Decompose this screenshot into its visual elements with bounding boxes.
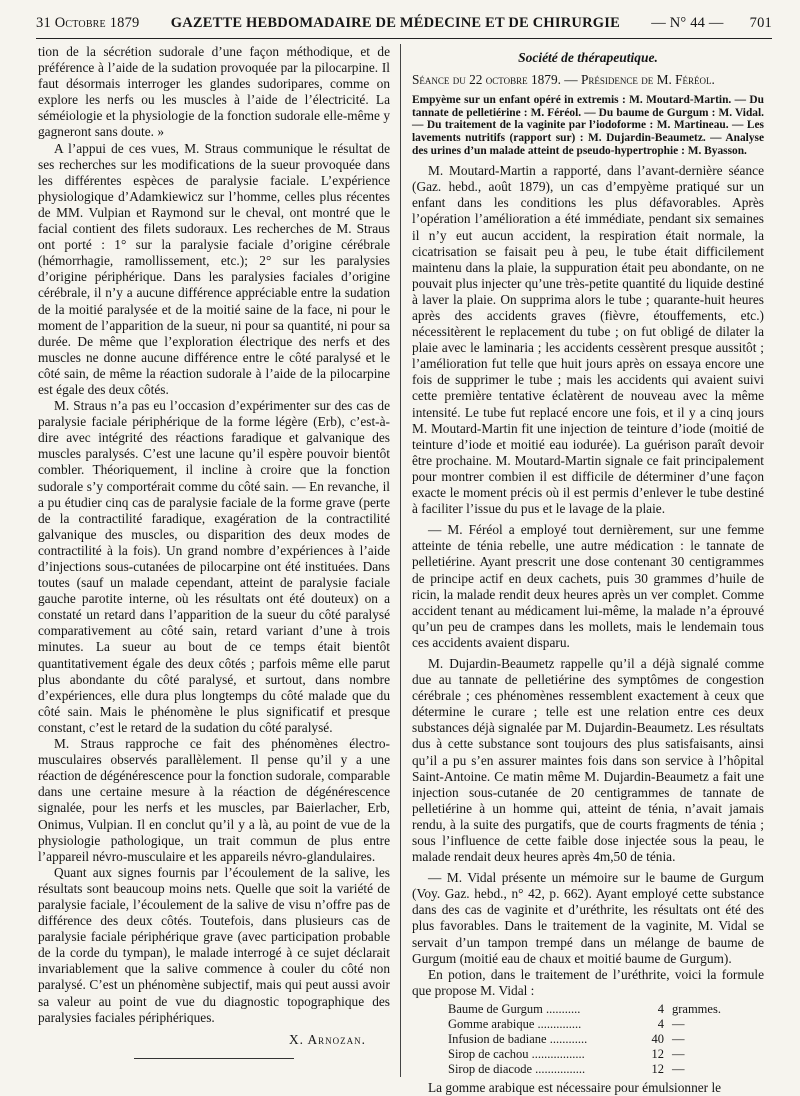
- section-title: Société de thérapeutique.: [518, 50, 658, 65]
- session-line: Séance du 22 octobre 1879. — Présidence de M. Féréol.: [412, 72, 715, 88]
- paragraph: M. Moutard-Martin a rapporté, dans l’avant-dernière séance (Gaz. hebd., août 1879), un cas d’empyème pratiqué sur un enfant dans les conditions les plus défavorables. Après l’opération l’amélioration a été immédiate, pendant six semaines il n’y eut aucun accident, la respiration était normale, la cicatrisation se faisait peu à peu, le tube était difficilement maintenu dans la plaie, la suppuration était peu abondante, on ne pouvait plus injecter qu’une très-petite quantité du liquide destiné à laver la plaie. On supprima alors le tube ; quarante-huit heures après des accidents graves (fièvre, étouffements, etc.) nécessitèrent le replacement du tube ; on fut obligé de dilater la plaie avec le laminaria ; les accidents cessèrent presque aussitôt ; l’amélioration fut telle que huit jours après on essaya encore une fois de supprimer le tube ; mais les accidents qui avaient suivi cette première tentative éclatèrent de nouveau avec la même intensité. Le tube fut replacé encore une fois, et il y a cinq jours M. Moutard-Martin fit une injection de teinture d’iode (moitié de teinture d’iode et moitié eau iodurée). La guérison paraît devoir être prochaine. M. Moutard-Martin signale ce fait principalement pour montrer combien il est difficile de déterminer d’une façon exacte le moment précis où il est permis d’enlever le tube destiné à faciliter l’issue du pus et le lavage de la plaie.: [412, 163, 764, 517]
- paragraph: Quant aux signes fournis par l’écoulement de la salive, les résultats sont beaucoup moins nets. Quelle que soit la variété de paralysie faciale, l’écoulement de la salive de visu n’offre pas de différence des deux côtés. Toutefois, dans plusieurs cas de paralysie faciale périphérique grave (avec participation probable de la corde du tympan), le malade interrogé à ce sujet déclarait invariablement que la salive commence à couler du côté non paralysé. C’est un phénomène subjectif, mais qui peut aussi avoir sa valeur au point de vue du diagnostic topographique des paralysies faciales périphériques.: [38, 864, 390, 1025]
- unit: —: [672, 1016, 685, 1031]
- ingredient: Infusion de badiane ............: [448, 1031, 588, 1046]
- page-header: [36, 8, 772, 39]
- paragraph: A l’appui de ces vues, M. Straus communique le résultat de ses recherches sur les modifications de la sueur provoquée dans les différentes espèces de paralysie faciale. L’expérience physiologique d’Adamkiewicz sur l’homme, celles plus récentes de MM. Vulpian et Raymond sur le cheval, ont montré que le facial contient des filets sudoraux. Les recherches de M. Straus ont porté : 1° sur la paralysie faciale d’origine cérébrale (hémorrhagie, ramollissement, etc.); 2° sur les paralysies d’origine périphérique. Dans les paralysies faciales d’origine cérébrale, il n’y a aucune différence appréciable entre la sudation de la moitié paralysée et de la moitié saine de la face, ni pour le moment de l’apparition de la sueur, ni pour sa quantité, ni pour sa durée. De même que l’exploration électrique des nerfs et des muscles ne donne aucune différence entre le côté paralysé et le côté sain, de même la réaction sudorale à l’aide de la pilocarpine est égale des deux côtés.: [38, 140, 390, 397]
- paragraph: La gomme arabique est nécessaire pour émulsionner le: [428, 1079, 722, 1095]
- unit: —: [672, 1046, 685, 1061]
- ingredient: Sirop de cachou .................: [448, 1046, 585, 1061]
- ingredient: Baume de Gurgum ...........: [448, 1001, 581, 1016]
- ingredient: Gomme arabique ..............: [448, 1016, 582, 1031]
- author-signature: X. Arnozan.: [288, 1031, 366, 1047]
- recipe-row: [448, 1062, 764, 1077]
- quantity: 12: [651, 1046, 664, 1061]
- recipe-row: [448, 1047, 764, 1062]
- quantity: 40: [651, 1031, 664, 1046]
- column-divider: [400, 44, 401, 1077]
- quantity: 4: [657, 1001, 664, 1016]
- section-rule: [134, 1058, 294, 1059]
- paragraph: M. Dujardin-Beaumetz rappelle qu’il a déjà signalé comme due au tannate de pelletiérine des symptômes de congestion cérébrale ; ces phénomènes ressemblent exactement à ceux que détermine le curare ; telle est une relation entre ces deux substances déjà signalée par M. Dujardin-Beaumetz. Les résultats dus à cette substance sont toujours des plus satisfaisants, ainsi qu’il a pu s’en assurer maintes fois dans son service à l’hôpital Saint-Antoine. Ce matin même M. Dujardin-Beaumetz a fait une injection sous-cutanée de 20 centigrammes de tannate de pelletiérine à un homme qui, atteint de ténia, n’avait jamais rendu, à la suite des purgatifs, que de courts fragments de ténia ; sous l’influence de cette faible dose injectée sous la peau, le malade rendait deux heures après 4m,50 de ténia.: [412, 655, 764, 865]
- paragraph: M. Straus n’a pas eu l’occasion d’expérimenter sur des cas de paralysie faciale périphérique de la forme légère (Erb), c’est-à-dire avec intégrité des réactions faradique et galvanique des muscles paralysés. C’est une lacune qu’il espère pouvoir bientôt combler. Théoriquement, il incline à croire que la fonction sudorale s’y comportérait comme du côté sain. — En revanche, il a pu étudier cinq cas de paralysie faciale de la forme grave (perte de la contractilité faradique, exagération de la contractilité galvanique des muscles, ou disparition des deux modes de contractilité à la fois). Un grand nombre d’expériences à l’aide d’injections sous-cutanées de pilocarpine ont été instituées. Dans toutes (sauf un malade cependant, atteint de paralysie faciale gauche parotite interne, où les résultats ont été douteux) on a constaté un retard dans l’apparition de la sueur du côté paralysé comparativement au côté sain, retard variant d’une à trois minutes. La sueur au bout de ce temps était bientôt quantitativement égale des deux côtés ; parfois même elle parut plus abondante du côté paralysé, et surtout, dans nombre d’expériences, elle dura plus longtemps du côté malade que du côté sain. Mais le phénomène le plus significatif et presque constant, c’est le retard de la sudation du côté paralysé.: [38, 398, 390, 735]
- issue-date: 31 Octobre 1879: [36, 14, 140, 31]
- recipe-row: [448, 1032, 764, 1047]
- unit: —: [672, 1061, 685, 1076]
- header-right: [651, 15, 772, 32]
- paragraph: M. Straus rapproche ce fait des phénomènes électro-musculaires observés parallèlement. Il pense qu’il y a une réaction de dégénérescence pour la fonction sudorale, comparable dans une certaine mesure à la réaction de dégénérescence signalée, pour les nerfs et les muscles, par Baierlacher, Erb, Onimus, Vulpian. Il en conclut qu’il y a là, au point de vue de la physiologie pathologique, un trait commun de plus entre l’appareil névro-musculaire et les appareils névro-glandulaires.: [38, 736, 390, 864]
- recipe-row: [448, 1002, 764, 1017]
- ingredient: Sirop de diacode ................: [448, 1061, 586, 1076]
- recipe-table: [448, 1002, 764, 1077]
- session-summary: Empyème sur un enfant opéré in extremis : M. Moutard-Martin. — Du tannate de pelletiérine : M. Féréol. — Du baume de Gurgum : M. Vidal. — Du traitement de la vaginite par l’iodoforme : M. Martineau. — Les lavements nutritifs (rapport sur) : M. Dujardin-Beaumetz. — Analyse des urines d’un malade atteint de pseudo-hypertrophie : M. Byasson.: [412, 94, 764, 157]
- page-number: 701: [749, 14, 772, 31]
- journal-title: GAZETTE HEBDOMADAIRE DE MÉDECINE ET DE CHIRURGIE: [170, 14, 620, 31]
- quantity: 12: [651, 1061, 664, 1076]
- unit: grammes.: [672, 1001, 721, 1016]
- paragraph: tion de la sécrétion sudorale d’une façon méthodique, et de préférence à l’aide de la sudation provoquée par la pilocarpine. Il faut désormais interroger les glandes sudoripares, comme on explore les nerfs ou les muscles à l’aide de l’électricité. La séméiologie et la physiologie de la fonction sudorale elle-même y gagneront sans doute. »: [38, 44, 390, 140]
- paragraph: En potion, dans le traitement de l’uréthrite, voici la formule que propose M. Vidal :: [412, 966, 764, 998]
- unit: —: [672, 1031, 685, 1046]
- left-column: [38, 44, 390, 1081]
- issue-number: — N° 44 —: [651, 14, 724, 31]
- right-column: [412, 44, 764, 1095]
- recipe-row: [448, 1017, 764, 1032]
- paragraph: — M. Vidal présente un mémoire sur le baume de Gurgum (Voy. Gaz. hebd., n° 42, p. 662). Ayant employé cette substance dans des cas de vaginite et d’uréthrite, les résultats ont été des plus favorables. Dans le traitement de la vaginite, M. Vidal se servait d’un tampon trempé dans un mélange de baume de Gurgum (moitié eau de chaux et moitié baume de Gurgum).: [412, 870, 764, 966]
- quantity: 4: [657, 1016, 664, 1031]
- paragraph: — M. Féréol a employé tout dernièrement, sur une femme atteinte de ténia rebelle, une autre médication : le tannate de pelletiérine. Ayant prescrit une dose contenant 30 centigrammes de principe actif en deux cachets, puis 30 grammes d’huile de ricin, la malade rendit deux heures après un ver complet. Comme accident tenant au médicament lui-même, la malade n’a éprouvé qu’un peu de crampes dans les mollets, mais le lendemain tous ces accidents avaient disparu.: [412, 522, 764, 650]
